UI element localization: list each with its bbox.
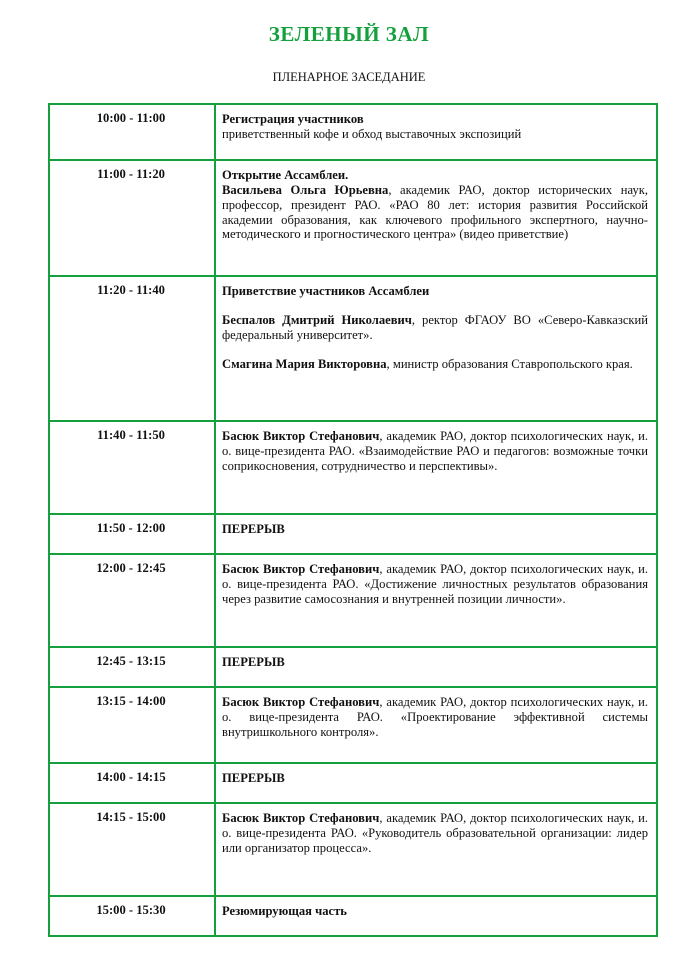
speaker-name: Беспалов Дмитрий Николаевич <box>222 312 412 327</box>
time-cell: 14:15 - 15:00 <box>49 803 215 896</box>
description-cell <box>215 647 657 687</box>
speaker-details: , академик РАО, доктор психологических наук, и. о. вице-президента РАО. «Взаимодействие РАО и педагогов: возможные точки соприкосновения, сотрудничество и перспективы». <box>222 429 648 473</box>
description-cell <box>215 276 657 421</box>
time-cell: 12:00 - 12:45 <box>49 554 215 647</box>
table-row <box>49 514 657 554</box>
table-row <box>49 763 657 803</box>
description-cell <box>215 554 657 647</box>
time-cell: 14:00 - 14:15 <box>49 763 215 803</box>
table-row <box>49 647 657 687</box>
table-row <box>49 160 657 276</box>
description-cell <box>215 896 657 936</box>
description-cell <box>215 104 657 160</box>
session-text <box>222 811 648 856</box>
table-row <box>49 896 657 936</box>
description-cell <box>215 514 657 554</box>
session-title: ПЕРЕРЫВ <box>222 522 285 536</box>
time-cell: 11:40 - 11:50 <box>49 421 215 514</box>
table-row <box>49 554 657 647</box>
session-text: приветственный кофе и обход выставочных экспозиций <box>222 126 522 141</box>
table-row <box>49 687 657 763</box>
speaker-details: , академик РАО, доктор психологических наук, и. о. вице-президента РАО. «Руководитель образовательной организации: лидер или организатор процесса». <box>222 811 648 855</box>
session-text <box>222 357 648 372</box>
session-text <box>222 562 648 607</box>
speaker-name: Смагина Мария Викторовна <box>222 356 387 371</box>
speaker-name: Басюк Виктор Стефанович <box>222 562 380 576</box>
table-row <box>49 104 657 160</box>
speaker-details: , академик РАО, доктор психологических наук, и. о. вице-президента РАО. «Достижение личностных результатов образования через развитие самосознания и внутренней позиции личности». <box>222 562 648 606</box>
time-cell: 12:45 - 13:15 <box>49 647 215 687</box>
description-cell <box>215 763 657 803</box>
session-title: ПЕРЕРЫВ <box>222 771 285 785</box>
description-cell <box>215 421 657 514</box>
time-cell: 11:50 - 12:00 <box>49 514 215 554</box>
speaker-name: Басюк Виктор Стефанович <box>222 429 380 443</box>
schedule-table <box>48 103 658 937</box>
session-text <box>222 695 648 740</box>
time-cell: 10:00 - 11:00 <box>49 104 215 160</box>
session-title: Резюмирующая часть <box>222 904 347 918</box>
time-cell: 11:20 - 11:40 <box>49 276 215 421</box>
time-cell: 11:00 - 11:20 <box>49 160 215 276</box>
speaker-name: Васильева Ольга Юрьевна <box>222 182 389 197</box>
speaker-details: , ректор ФГАОУ ВО «Северо-Кавказский федеральный университет». <box>222 312 649 342</box>
speaker-details: , академик РАО, доктор исторических наук, профессор, президент РАО. «РАО 80 лет: история развития Российской академии образования, как ключевого профильного экспертного, научно-методического и прогностического центра» (видео приветствие) <box>222 182 649 242</box>
session-text <box>222 429 648 474</box>
table-row <box>49 276 657 421</box>
time-cell: 15:00 - 15:30 <box>49 896 215 936</box>
description-cell <box>215 687 657 763</box>
session-text <box>222 313 648 343</box>
description-cell <box>215 160 657 276</box>
session-title: ПЕРЕРЫВ <box>222 655 285 669</box>
session-title: Открытие Ассамблеи. <box>222 168 349 182</box>
session-text <box>222 183 648 242</box>
speaker-details: , академик РАО, доктор психологических наук, и. о. вице-президента РАО. «Проектирование эффективной системы внутришкольного контроля». <box>222 695 648 739</box>
speaker-details: , министр образования Ставропольского края. <box>386 356 633 371</box>
speaker-name: Басюк Виктор Стефанович <box>222 695 380 709</box>
table-row <box>49 803 657 896</box>
speaker-name: Басюк Виктор Стефанович <box>222 811 380 825</box>
table-row <box>49 421 657 514</box>
session-title: Регистрация участников <box>222 112 364 126</box>
description-cell <box>215 803 657 896</box>
session-subtitle: ПЛЕНАРНОЕ ЗАСЕДАНИЕ <box>272 70 426 84</box>
hall-title: ЗЕЛЕНЫЙ ЗАЛ <box>268 22 430 46</box>
time-cell: 13:15 - 14:00 <box>49 687 215 763</box>
session-title: Приветствие участников Ассамблеи <box>222 284 430 298</box>
